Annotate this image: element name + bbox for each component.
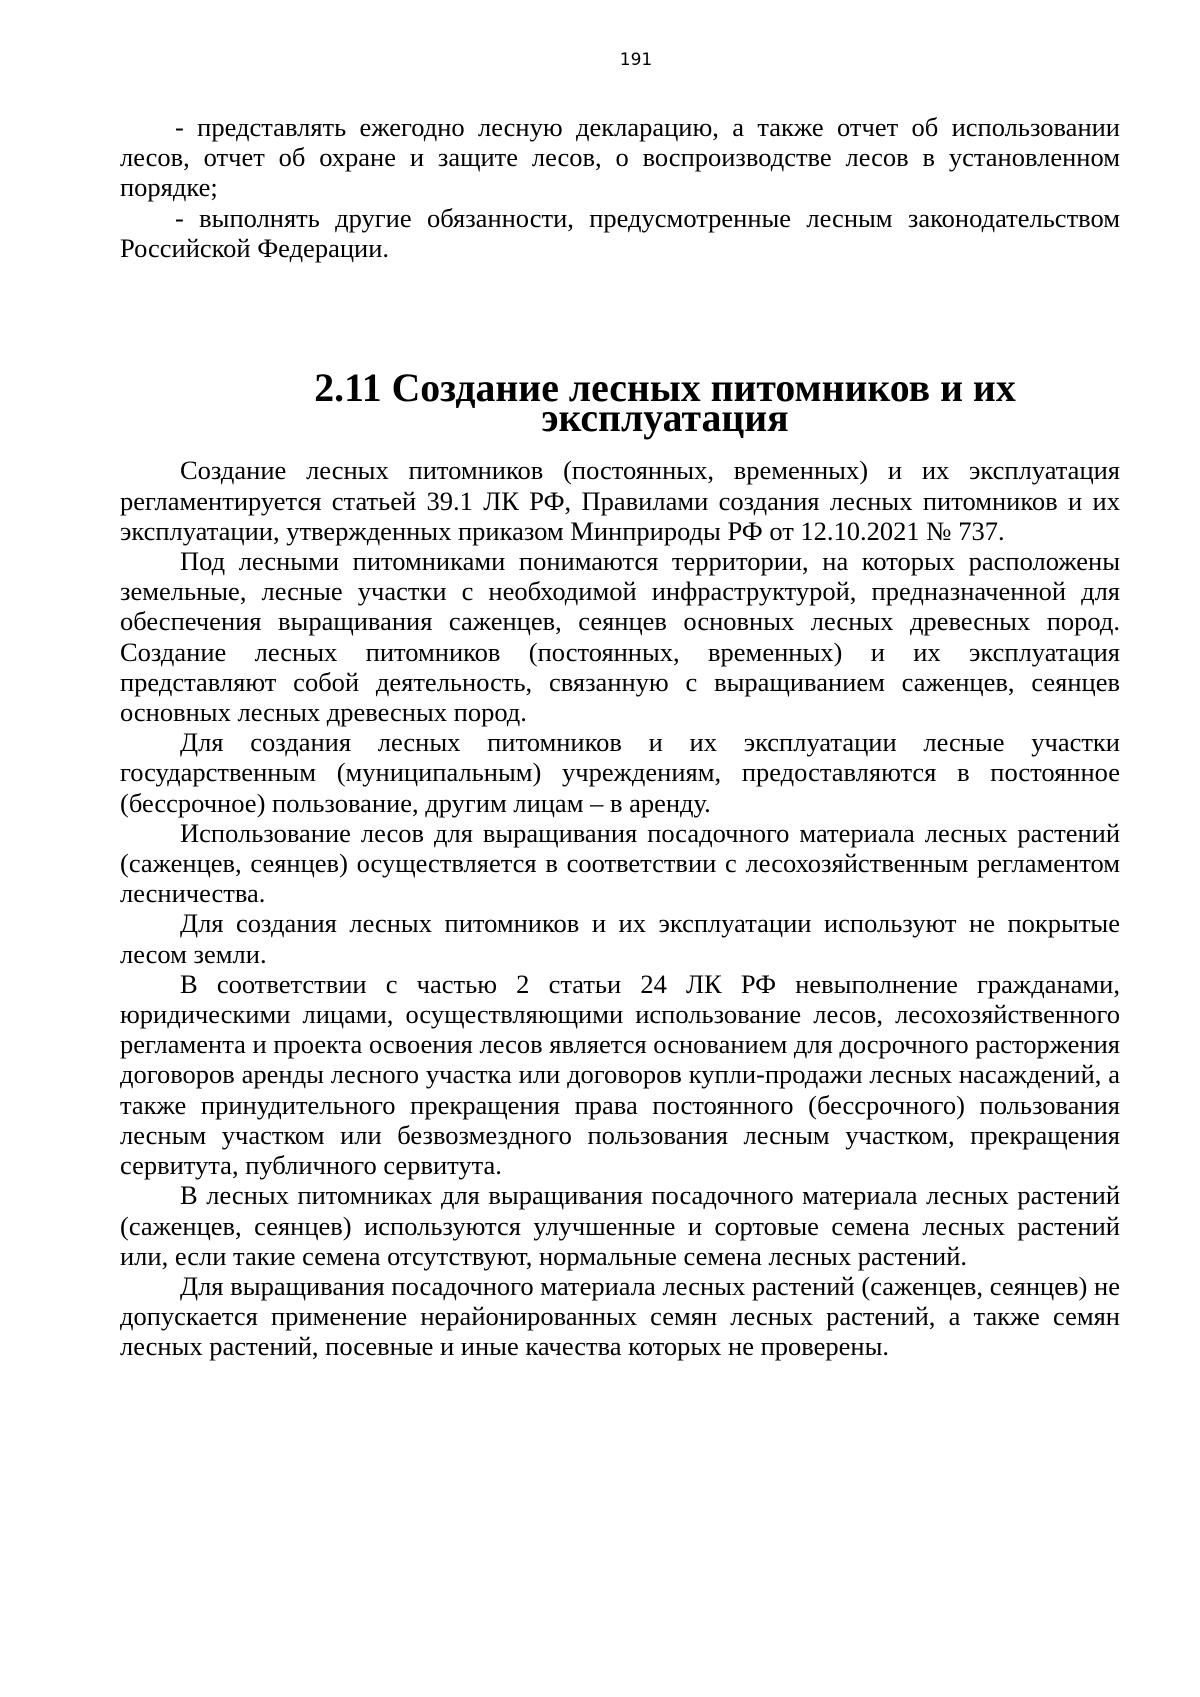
bullet-item: - представлять ежегодно лесную декларацию, а также отчет об использовании лесов, отчет об охране и защите лесов, о воспроизводстве лесов в установленном порядке;: [120, 112, 1120, 203]
page-body: [120, 112, 1120, 1362]
paragraph: Использование лесов для выращивания посадочного материала лесных растений (саженцев, сеянцев) осуществляется в соответствии с лесохозяйственным регламентом лесничества.: [120, 817, 1120, 909]
bullet-item: - выполнять другие обязанности, предусмотренные лесным законодательством Российской Федерации.: [120, 202, 1120, 263]
paragraph: Для создания лесных питомников и их эксплуатации лесные участки государственным (муниципальным) учреждениям, предоставляются в постоянное (бессрочное) пользование, другим лицам – в аренду.: [120, 727, 1120, 818]
paragraph: В соответствии с частью 2 статьи 24 ЛК РФ невыполнение гражданами, юридическими лицами, осуществляющими использование лесов, лесохозяйственного регламента и проекта освоения лесов является основанием для досрочного расторжения договоров аренды лесного участка или договоров купли-продажи лесных насаждений, а также принудительного прекращения права постоянного (бессрочного) пользования лесным участком или безвозмездного пользования лесным участком, прекращения сервитута, публичного сервитута.: [120, 968, 1120, 1181]
section-heading: 2.11 Создание лесных питомников и их эксплуатация: [314, 366, 1016, 441]
paragraph: В лесных питомниках для выращивания посадочного материала лесных растений (саженцев, сеянцев) используются улучшенные и сортовые семена лесных растений или, если такие семена отсутствуют, нормальные семена лесных растений.: [120, 1180, 1120, 1271]
paragraph: Для выращивания посадочного материала лесных растений (саженцев, сеянцев) не допускается применение нерайонированных семян лесных растений, а также семян лесных растений, посевные и иные качества которых не проверены.: [120, 1270, 1120, 1362]
paragraph: Создание лесных питомников (постоянных, временных) и их эксплуатация регламентируется статьей 39.1 ЛК РФ, Правилами создания лесных питомников и их эксплуатации, утвержденных приказом Минприроды РФ от 12.10.2021 № 737.: [120, 455, 1120, 546]
paragraph: Для создания лесных питомников и их эксплуатации используют не покрытые лесом земли.: [120, 908, 1120, 969]
paragraph: Под лесными питомниками понимаются территории, на которых расположены земельные, лесные участки с необходимой инфраструктурой, предназначенной для обеспечения выращивания саженцев, сеянцев основных лесных древесных пород. Создание лесных питомников (постоянных, временных) и их эксплуатация представляют собой деятельность, связанную с выращиванием саженцев, сеянцев основных лесных древесных пород.: [120, 546, 1120, 728]
page-number: 191: [619, 50, 653, 70]
